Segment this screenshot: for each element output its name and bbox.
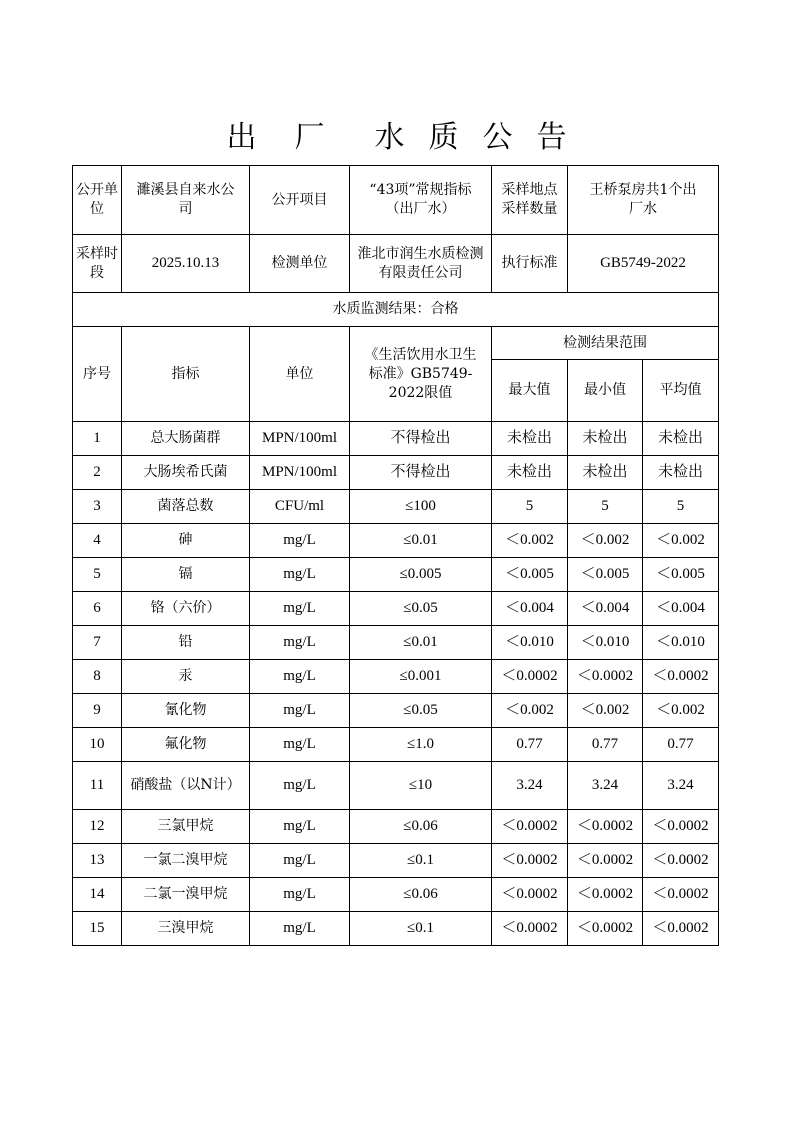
cell-min: 未检出 bbox=[568, 422, 643, 456]
cell-name: 大肠埃希氏菌 bbox=[122, 456, 250, 490]
title-char: 公 bbox=[482, 120, 513, 155]
cell-limit: ≤10 bbox=[350, 762, 492, 810]
cell-name: 三溴甲烷 bbox=[122, 912, 250, 946]
lab-label: 检测单位 bbox=[250, 235, 350, 293]
cell-min: ＜0.002 bbox=[568, 694, 643, 728]
cell-max: ＜0.002 bbox=[492, 694, 568, 728]
cell-limit: ≤0.06 bbox=[350, 810, 492, 844]
cell-max: ＜0.0002 bbox=[492, 878, 568, 912]
cell-limit: ≤0.01 bbox=[350, 524, 492, 558]
header-no: 序号 bbox=[73, 327, 122, 422]
cell-max: ＜0.0002 bbox=[492, 810, 568, 844]
table-row bbox=[73, 592, 719, 626]
cell-no: 6 bbox=[73, 592, 122, 626]
cell-name: 一氯二溴甲烷 bbox=[122, 844, 250, 878]
cell-unit: CFU/ml bbox=[250, 490, 350, 524]
result-summary: 水质监测结果：合格 bbox=[73, 293, 719, 327]
cell-name: 汞 bbox=[122, 660, 250, 694]
cell-limit: ≤0.1 bbox=[350, 844, 492, 878]
cell-min: ＜0.010 bbox=[568, 626, 643, 660]
cell-no: 13 bbox=[73, 844, 122, 878]
table-row bbox=[73, 626, 719, 660]
site-value: 王桥泵房共1个出厂水 bbox=[568, 166, 719, 235]
header-indicator: 指标 bbox=[122, 327, 250, 422]
cell-max: ＜0.005 bbox=[492, 558, 568, 592]
info-row bbox=[73, 235, 719, 293]
lab-value: 淮北市润生水质检测有限责任公司 bbox=[350, 235, 492, 293]
cell-limit: 不得检出 bbox=[350, 422, 492, 456]
summary-row bbox=[73, 293, 719, 327]
cell-max: ＜0.0002 bbox=[492, 912, 568, 946]
cell-name: 铬（六价） bbox=[122, 592, 250, 626]
header-range: 检测结果范围 bbox=[492, 327, 719, 360]
cell-min: ＜0.004 bbox=[568, 592, 643, 626]
cell-unit: mg/L bbox=[250, 762, 350, 810]
site-label: 采样地点采样数量 bbox=[492, 166, 568, 235]
cell-min: 5 bbox=[568, 490, 643, 524]
cell-avg: 3.24 bbox=[643, 762, 719, 810]
info-row bbox=[73, 166, 719, 235]
cell-avg: ＜0.010 bbox=[643, 626, 719, 660]
title-char: 出 bbox=[226, 120, 257, 155]
cell-limit: ≤0.06 bbox=[350, 878, 492, 912]
cell-no: 8 bbox=[73, 660, 122, 694]
cell-no: 12 bbox=[73, 810, 122, 844]
cell-name: 总大肠菌群 bbox=[122, 422, 250, 456]
project-value: “43项”常规指标（出厂水） bbox=[350, 166, 492, 235]
table-row bbox=[73, 694, 719, 728]
cell-name: 铅 bbox=[122, 626, 250, 660]
title-char: 厂 bbox=[294, 120, 325, 155]
publisher-label: 公开单位 bbox=[73, 166, 122, 235]
cell-avg: 5 bbox=[643, 490, 719, 524]
cell-limit: ≤0.1 bbox=[350, 912, 492, 946]
period-value: 2025.10.13 bbox=[122, 235, 250, 293]
cell-no: 3 bbox=[73, 490, 122, 524]
cell-avg: ＜0.0002 bbox=[643, 878, 719, 912]
cell-limit: ≤100 bbox=[350, 490, 492, 524]
cell-avg: 0.77 bbox=[643, 728, 719, 762]
cell-min: ＜0.0002 bbox=[568, 878, 643, 912]
table-row bbox=[73, 558, 719, 592]
cell-limit: 不得检出 bbox=[350, 456, 492, 490]
cell-unit: MPN/100ml bbox=[250, 422, 350, 456]
cell-max: ＜0.0002 bbox=[492, 660, 568, 694]
cell-limit: ≤0.05 bbox=[350, 694, 492, 728]
cell-max: ＜0.004 bbox=[492, 592, 568, 626]
table-row bbox=[73, 912, 719, 946]
cell-name: 氟化物 bbox=[122, 728, 250, 762]
cell-no: 14 bbox=[73, 878, 122, 912]
cell-name: 二氯一溴甲烷 bbox=[122, 878, 250, 912]
cell-name: 砷 bbox=[122, 524, 250, 558]
cell-unit: mg/L bbox=[250, 728, 350, 762]
cell-unit: mg/L bbox=[250, 626, 350, 660]
cell-no: 7 bbox=[73, 626, 122, 660]
header-row bbox=[73, 327, 719, 360]
cell-no: 11 bbox=[73, 762, 122, 810]
water-quality-table bbox=[72, 165, 719, 946]
cell-unit: mg/L bbox=[250, 592, 350, 626]
publisher-value: 濉溪县自来水公司 bbox=[122, 166, 250, 235]
table-row bbox=[73, 422, 719, 456]
cell-max: 未检出 bbox=[492, 456, 568, 490]
cell-unit: mg/L bbox=[250, 660, 350, 694]
cell-min: ＜0.0002 bbox=[568, 844, 643, 878]
table-row bbox=[73, 728, 719, 762]
cell-min: 未检出 bbox=[568, 456, 643, 490]
standard-value: GB5749-2022 bbox=[568, 235, 719, 293]
cell-unit: mg/L bbox=[250, 694, 350, 728]
cell-max: 未检出 bbox=[492, 422, 568, 456]
cell-no: 15 bbox=[73, 912, 122, 946]
table-row bbox=[73, 456, 719, 490]
cell-limit: ≤0.01 bbox=[350, 626, 492, 660]
period-label: 采样时段 bbox=[73, 235, 122, 293]
table-row bbox=[73, 490, 719, 524]
cell-max: ＜0.0002 bbox=[492, 844, 568, 878]
cell-min: 3.24 bbox=[568, 762, 643, 810]
cell-min: ＜0.0002 bbox=[568, 810, 643, 844]
cell-unit: mg/L bbox=[250, 878, 350, 912]
table-row bbox=[73, 762, 719, 810]
cell-avg: ＜0.0002 bbox=[643, 660, 719, 694]
cell-max: 0.77 bbox=[492, 728, 568, 762]
cell-unit: mg/L bbox=[250, 810, 350, 844]
cell-limit: ≤1.0 bbox=[350, 728, 492, 762]
cell-avg: 未检出 bbox=[643, 456, 719, 490]
cell-limit: ≤0.05 bbox=[350, 592, 492, 626]
table-row bbox=[73, 810, 719, 844]
cell-no: 1 bbox=[73, 422, 122, 456]
cell-unit: mg/L bbox=[250, 558, 350, 592]
cell-min: ＜0.0002 bbox=[568, 660, 643, 694]
cell-min: ＜0.0002 bbox=[568, 912, 643, 946]
cell-avg: ＜0.0002 bbox=[643, 810, 719, 844]
cell-avg: ＜0.0002 bbox=[643, 844, 719, 878]
cell-min: 0.77 bbox=[568, 728, 643, 762]
cell-name: 镉 bbox=[122, 558, 250, 592]
title-char: 水 bbox=[374, 120, 405, 155]
header-avg: 平均值 bbox=[643, 360, 719, 422]
cell-max: 3.24 bbox=[492, 762, 568, 810]
title-char: 质 bbox=[428, 120, 459, 155]
cell-min: ＜0.002 bbox=[568, 524, 643, 558]
standard-label: 执行标准 bbox=[492, 235, 568, 293]
cell-no: 2 bbox=[73, 456, 122, 490]
cell-avg: ＜0.002 bbox=[643, 524, 719, 558]
cell-max: 5 bbox=[492, 490, 568, 524]
cell-max: ＜0.010 bbox=[492, 626, 568, 660]
cell-limit: ≤0.001 bbox=[350, 660, 492, 694]
cell-avg: 未检出 bbox=[643, 422, 719, 456]
cell-avg: ＜0.002 bbox=[643, 694, 719, 728]
title-char: 告 bbox=[536, 120, 567, 155]
cell-unit: MPN/100ml bbox=[250, 456, 350, 490]
cell-no: 9 bbox=[73, 694, 122, 728]
cell-avg: ＜0.005 bbox=[643, 558, 719, 592]
project-label: 公开项目 bbox=[250, 166, 350, 235]
header-min: 最小值 bbox=[568, 360, 643, 422]
cell-name: 氰化物 bbox=[122, 694, 250, 728]
header-limit: 《生活饮用水卫生标准》GB5749-2022限值 bbox=[350, 327, 492, 422]
cell-max: ＜0.002 bbox=[492, 524, 568, 558]
cell-no: 10 bbox=[73, 728, 122, 762]
cell-unit: mg/L bbox=[250, 912, 350, 946]
cell-avg: ＜0.004 bbox=[643, 592, 719, 626]
table-row bbox=[73, 524, 719, 558]
cell-limit: ≤0.005 bbox=[350, 558, 492, 592]
page-title bbox=[0, 112, 793, 156]
cell-no: 4 bbox=[73, 524, 122, 558]
cell-avg: ＜0.0002 bbox=[643, 912, 719, 946]
header-unit: 单位 bbox=[250, 327, 350, 422]
cell-name: 菌落总数 bbox=[122, 490, 250, 524]
cell-unit: mg/L bbox=[250, 524, 350, 558]
cell-min: ＜0.005 bbox=[568, 558, 643, 592]
cell-no: 5 bbox=[73, 558, 122, 592]
header-max: 最大值 bbox=[492, 360, 568, 422]
cell-unit: mg/L bbox=[250, 844, 350, 878]
table-row bbox=[73, 844, 719, 878]
cell-name: 硝酸盐（以N计） bbox=[122, 762, 250, 810]
table-row bbox=[73, 660, 719, 694]
cell-name: 三氯甲烷 bbox=[122, 810, 250, 844]
table-row bbox=[73, 878, 719, 912]
